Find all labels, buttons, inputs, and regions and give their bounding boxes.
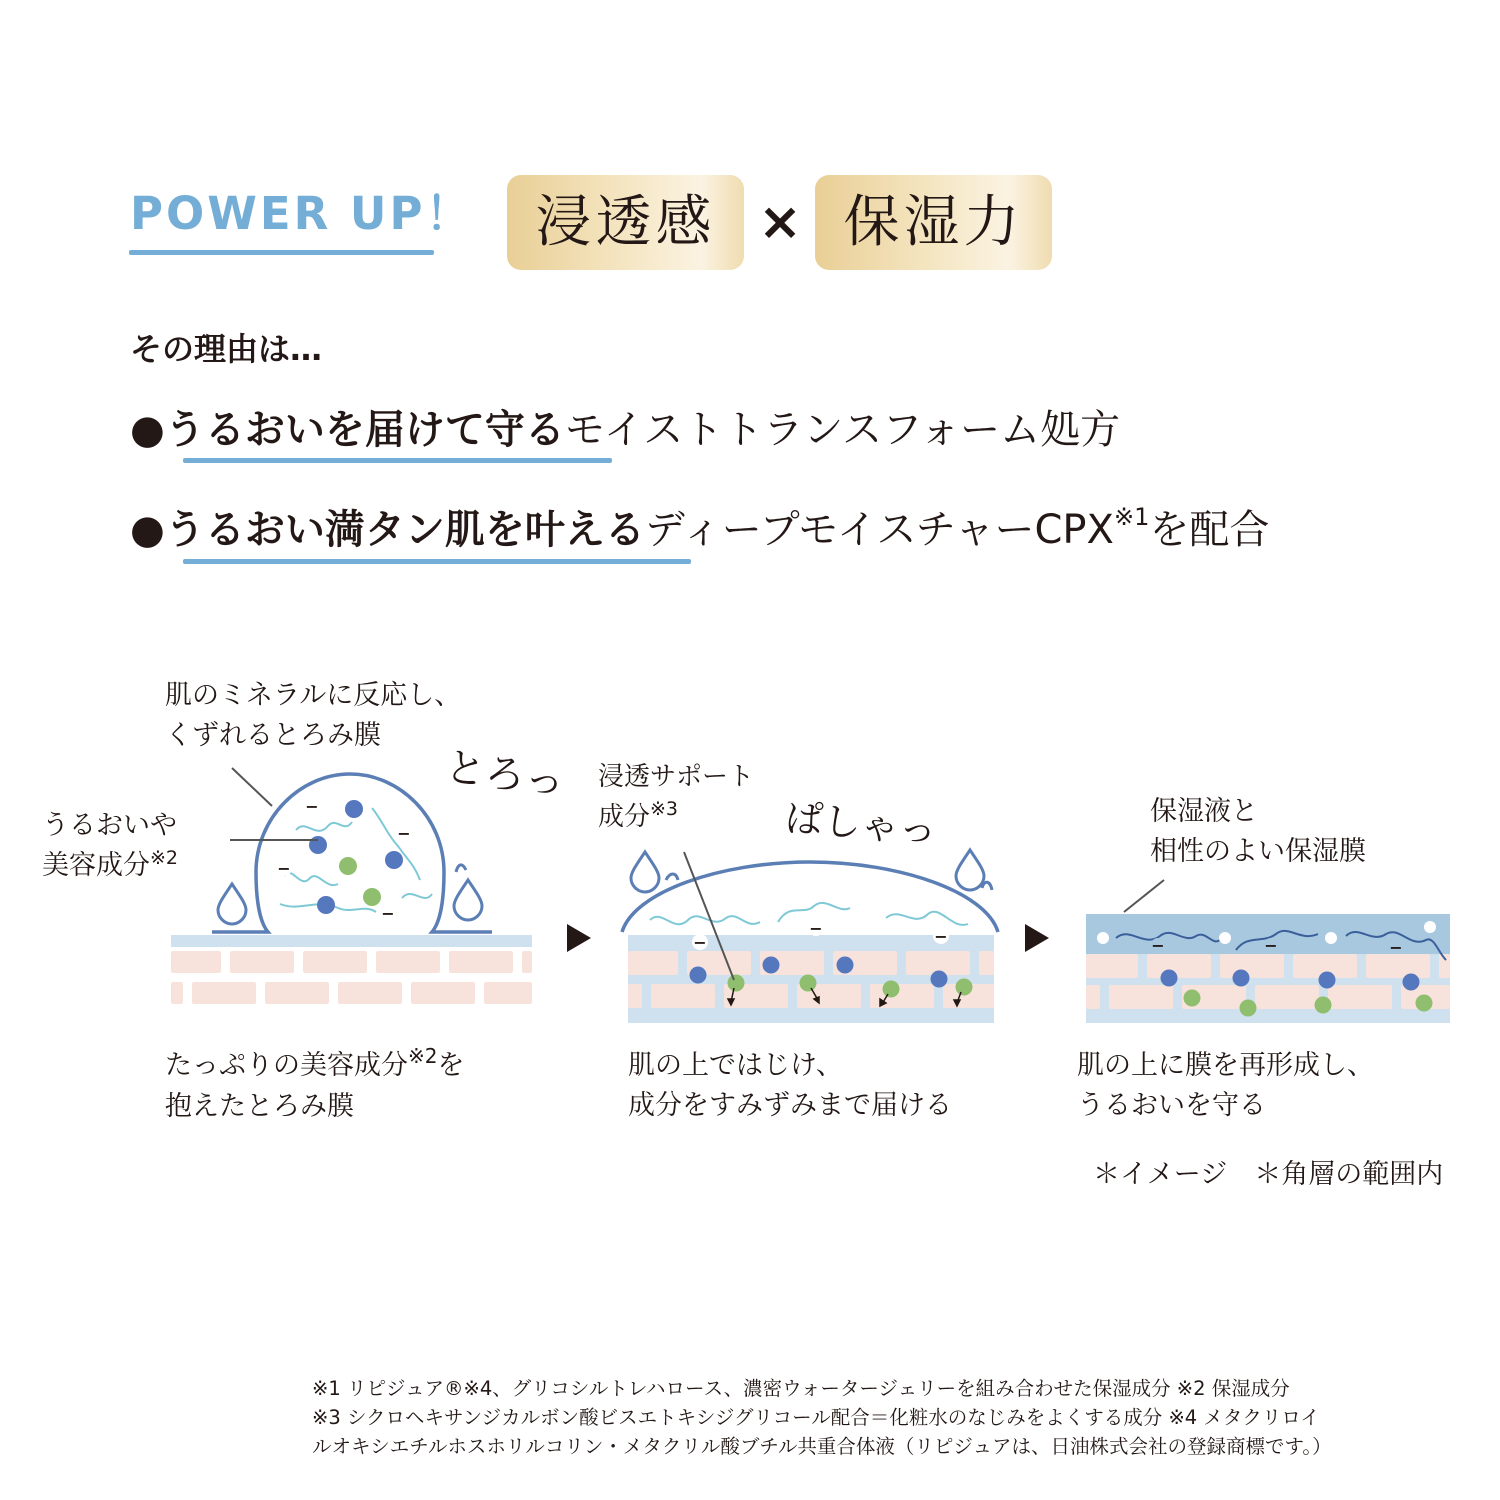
splash-drop <box>218 884 246 924</box>
leader-line <box>1124 880 1164 912</box>
bullet-text: モイストトランスフォーム処方 <box>564 407 1121 453</box>
splash-drop <box>956 850 984 890</box>
bullet-underline <box>183 559 691 564</box>
minus-icon: − <box>693 933 707 952</box>
bullet-text: ディープモイスチャーCPX <box>644 507 1114 553</box>
footnote-ref: ※1 <box>1113 503 1150 531</box>
support-label: 浸透サポート 成分$^{※3}$ <box>598 762 755 832</box>
reason-intro: その理由は… <box>130 330 323 368</box>
ingredient-label: うるおいや 美容成分$^{※2}$ <box>42 810 179 881</box>
bullet-item <box>130 502 1269 563</box>
splash-drop <box>454 880 482 920</box>
step2-caption: 肌の上ではじけ、 成分をすみずみまで届ける <box>628 1050 952 1121</box>
minus-icon: − <box>1151 936 1165 955</box>
bullet-text-tail: を配合 <box>1149 507 1270 553</box>
step1-caption: たっぷりの美容成分$^{※2}$を 抱えたとろみ膜 <box>165 1044 465 1122</box>
minus-icon: − <box>934 927 948 946</box>
bullet-dot: ● <box>130 407 165 453</box>
power-up-underline <box>129 250 434 255</box>
toro-sound: とろっ <box>442 743 568 807</box>
image-notes: ＊イメージ ＊角層の範囲内 <box>1093 1159 1444 1190</box>
arrow-right-icon <box>1025 924 1049 952</box>
bullet-underline <box>183 458 612 463</box>
splash-drop <box>631 852 659 892</box>
power-up-heading: POWER UP！ <box>130 187 474 240</box>
bullet-emphasis: うるおいを届けて守る <box>164 407 565 453</box>
step3-caption: 肌の上に膜を再形成し、 うるおいを守る <box>1077 1050 1374 1121</box>
leader-line <box>232 768 272 806</box>
minus-icon: − <box>305 797 319 816</box>
minus-icon: − <box>381 904 395 923</box>
skin-bricks <box>171 951 532 1004</box>
moisture-power-badge: 保湿力 <box>815 175 1052 270</box>
membrane-label: 肌のミネラルに反応し、 くずれるとろみ膜 <box>165 680 462 751</box>
ingredient-dots-blue <box>309 800 403 914</box>
step1-illustration <box>171 768 532 1004</box>
minus-icon: − <box>809 919 823 938</box>
minus-icon: − <box>1389 938 1403 957</box>
film-label: 保湿液と 相性のよい保湿膜 <box>1150 796 1366 867</box>
skin-surface <box>171 935 532 947</box>
penetration-badge: 浸透感 <box>507 175 744 270</box>
bullet-emphasis: うるおい満タン肌を叶える <box>164 507 645 553</box>
footnote-line: ルオキシエチルホスホリルコリン・メタクリル酸ブチル共重合体液（リピジュアは、日油株式会社の登録商標です。） <box>312 1435 1332 1458</box>
pasha-sound: ぱしゃっ <box>783 795 939 853</box>
minus-icon: − <box>277 859 291 878</box>
ingredient-dots-green <box>339 857 381 906</box>
times-symbol: × <box>758 192 802 252</box>
bullet-dot: ● <box>130 507 165 553</box>
minus-icon: − <box>397 824 411 843</box>
minus-icon: − <box>1264 936 1278 955</box>
footnote-line: ※3 シクロヘキサンジカルボン酸ビスエトキシジグリコール配合＝化粧水のなじみをよくする成分 ※4 メタクリロイ <box>312 1406 1320 1429</box>
footnote-line: ※1 リピジュア®※4、グリコシルトレハロース、濃密ウォータージェリーを組み合わせた保湿成分 ※2 保湿成分 <box>312 1377 1290 1400</box>
arrow-right-icon <box>567 924 591 952</box>
gel-membrane <box>212 774 492 932</box>
bullet-item <box>130 402 1120 458</box>
